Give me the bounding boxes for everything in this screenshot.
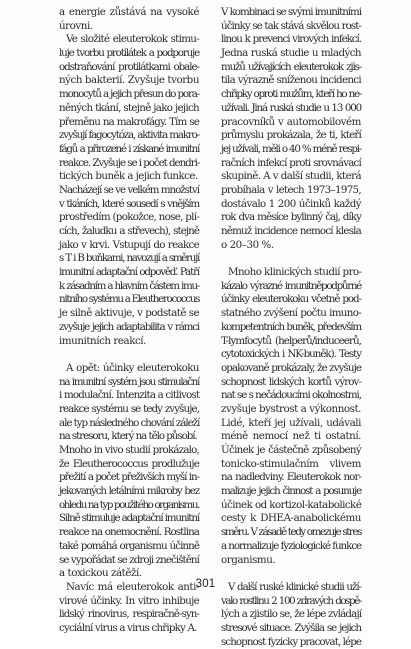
text-line: lých a zjistilo se, že lépe zvládají: [221, 608, 362, 621]
text-line: A opět: účinky eleuterokoku: [66, 361, 199, 374]
text-line: přežití a počet přeživších myší in-: [59, 471, 199, 484]
text-line: němuž incidence nemocí klesla: [221, 225, 361, 237]
text-line: V kombinaci se svými imunitními: [221, 6, 361, 18]
text-line: úrovni.: [59, 19, 93, 32]
text-line: zvyšuje bystrost a výkonnost.: [221, 402, 361, 415]
text-line: mužů užívajících eleuterokok zjis-: [221, 60, 361, 73]
text-line: Jedna ruská studie u mladých: [221, 47, 361, 60]
text-line: valo rostlinu 2 100 zdravých dospě-: [221, 594, 361, 607]
text-line: stresové situace. Zvýšila se jejich: [221, 621, 361, 634]
text-line: zvyšují fagocytóza, aktivita makro-: [59, 129, 199, 142]
text-line: k zásadním a hlavním částem imu-: [59, 279, 199, 292]
text-line: tonicko-stimulačním vlivem: [221, 457, 361, 470]
text-line: dostávalo 1 200 účinků každý: [221, 197, 361, 210]
text-line: Silně stimuluje adaptační imunitní: [59, 512, 199, 525]
text-line: T-lymfocytů (helperů/induceerů,: [221, 334, 361, 347]
text-line: ných bakterií. Zvyšuje tvorbu: [59, 74, 199, 87]
text-line: imunitních reakcí.: [59, 334, 146, 347]
text-line: směru. V zásadě tedy omezuje stres: [221, 526, 361, 539]
text-line: na nadledviny. Eleuterokok nor-: [221, 471, 361, 484]
text-line: reakce. Zvyšuje se i počet dendri-: [59, 156, 200, 169]
text-line: pracovníků v automobilovém: [221, 115, 361, 128]
paragraph-gap: [221, 252, 361, 266]
text-line: ohledu na typ použitého organismu.: [59, 498, 199, 511]
text-line: také pomáhá organismu účinně: [59, 539, 199, 552]
text-line: monocytů a jejich přesun do pora-: [59, 88, 199, 101]
text-line: je silně aktivuje, v podstatě se: [59, 307, 199, 320]
text-line: fágů a přirozené i získané imunitní: [59, 142, 199, 155]
text-line: odstraňování protilátkami obale-: [59, 60, 199, 73]
text-line: schopnost lidských kortů výrov-: [221, 375, 361, 388]
text-line: účinek od kortizol-katabolické: [221, 498, 362, 511]
text-line: s T i B buňkami, navozují a směrují: [59, 252, 199, 265]
text-line: v tkáních, které sousedí s vnějším: [59, 197, 199, 210]
text-line: kázalo výrazné imunitněpodpůrné: [221, 279, 361, 292]
text-line: a toxickou zátěží.: [59, 567, 142, 580]
text-line: opakovaně prokázaly, že zvyšuje: [221, 361, 361, 374]
text-line: rok dva měsíce bylinný čaj, díky: [221, 211, 361, 224]
text-line: Lidé, kteří jej užívali, udávali: [221, 416, 361, 429]
text-line: račních infekcí proti srovnávací: [221, 156, 361, 169]
text-line: schopnost fyzicky pracovat, lépe: [221, 635, 362, 648]
text-line: probíhala v letech 1973–1975,: [221, 183, 361, 196]
text-line: Ve složité eleuterokok stimu-: [66, 33, 199, 46]
text-line: skupině. A v další studii, která: [221, 170, 362, 183]
text-line: že Eleutherococcus prodlužuje: [59, 457, 199, 470]
text-line: malizuje jejich činnost a posunuje: [221, 485, 361, 498]
text-line: užívali. Jiná ruská studie u 13 000: [221, 101, 361, 114]
text-line: a normalizuje fyziologické funkce: [221, 539, 362, 552]
text-line: zvyšuje jejich adaptabilita v rámci: [59, 320, 199, 333]
text-line: účinky se tak stává skvělou rost-: [221, 19, 361, 32]
text-line: jej užívali, měli o 40 % méně respi-: [221, 142, 362, 155]
text-line: jako v krvi. Vstupují do reakce: [59, 238, 199, 251]
text-line: reakce na onemocnění. Rostlina: [59, 526, 199, 539]
text-line: tila výrazně sníženou incidenci: [221, 74, 361, 87]
text-line: statného zvýšení počtu imuno-: [221, 307, 361, 320]
text-line: nitního systému a Eleutherococcus: [59, 293, 200, 306]
text-line: prostředím (pokožce, nose, plí-: [59, 211, 200, 224]
text-line: ale typ následného chování záleží: [59, 416, 200, 429]
text-line: průmyslu prokázala, že ti, kteří: [221, 129, 361, 142]
text-line: lidský rinovirus, respiračně-syn-: [59, 608, 199, 621]
right-text-column: [221, 6, 361, 649]
text-line: reakce systému se tedy zvyšuje,: [59, 402, 199, 415]
text-line: se vypořádat se zdroji znečištění: [59, 553, 199, 566]
text-line: kompetentních buněk, především: [221, 320, 361, 333]
text-line: cyciální virus a virus chřipky A.: [59, 621, 197, 634]
text-line: Mnoho klinických studií pro-: [228, 266, 362, 279]
text-line: na stresoru, který na tělo působí.: [59, 430, 197, 443]
text-line: o 20–30 %.: [221, 238, 274, 251]
left-text-column: [59, 6, 199, 636]
page-number: 301: [195, 578, 216, 590]
text-line: na imunitní systém jsou stimulační: [59, 375, 199, 388]
text-line: Mnoho in vivo studií prokázalo,: [59, 444, 199, 456]
text-line: Účinek je částečně způsobený: [221, 444, 361, 456]
text-line: cytotoxických i NK-buněk). Testy: [221, 348, 361, 361]
text-line: V další ruské klinické studii uží-: [228, 580, 361, 593]
text-line: méně nemocí než ti ostatní.: [221, 430, 361, 443]
text-line: chřipky oproti mužům, kteří ho ne-: [221, 88, 361, 101]
text-line: tických buněk a jejich funkce.: [59, 170, 198, 183]
text-line: nat se s nečádoucími okolnostmi,: [221, 389, 361, 402]
text-line: cesty k DHEA-anabolickému: [221, 512, 361, 525]
text-line: účinky eleuterokoku včetně pod-: [221, 293, 361, 306]
text-line: a energie zůstává na vysoké: [59, 6, 199, 18]
text-line: virové účinky. In vitro inhibuje: [59, 594, 199, 607]
text-line: Nacházejí se ve velkém množství: [59, 183, 199, 196]
text-line: Navíc má eleuterokok anti-: [66, 580, 199, 593]
text-line: imunitní adaptační odpověď. Patří: [59, 266, 199, 279]
text-line: linou k prevenci virových infekcí.: [221, 33, 361, 46]
text-line: jekovaných letálními mikroby bez: [59, 485, 199, 498]
text-line: cích, žaludku a střevech), stejně: [59, 225, 199, 237]
paragraph-gap: [59, 348, 199, 362]
text-line: luje tvorbu protilátek a podporuje: [59, 47, 199, 60]
text-line: i modulační. Intenzita a citlivost: [59, 389, 200, 402]
text-line: organismu.: [221, 553, 276, 566]
text-line: něných tkání, stejně jako jejich: [59, 101, 199, 114]
text-line: přeměnu na makrofágy. Tím se: [59, 115, 199, 128]
